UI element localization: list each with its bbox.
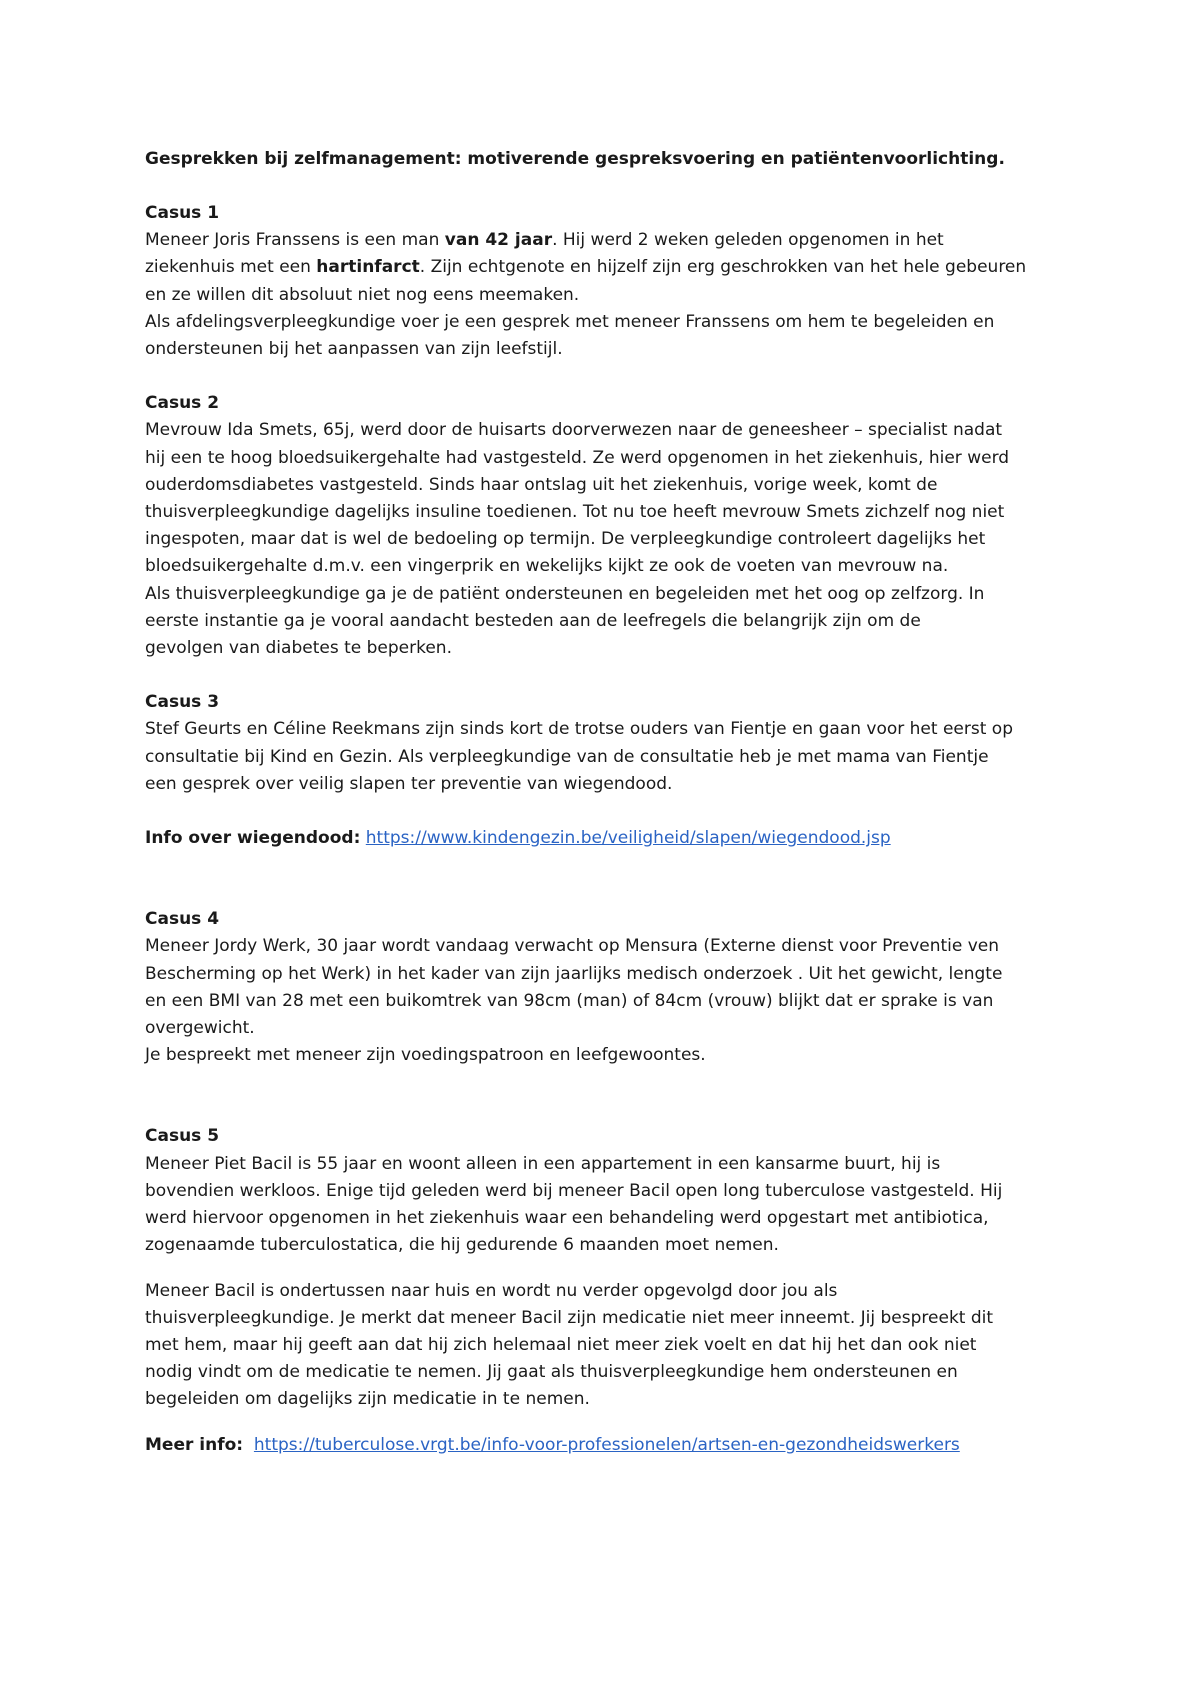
info-label: Meer info: bbox=[145, 1434, 244, 1455]
casus-5-info-line bbox=[145, 1432, 1080, 1459]
casus-4-section bbox=[145, 906, 1080, 1069]
casus-2-line: bloedsuikergehalte d.m.v. een vingerprik en wekelijks kijkt ze ook de voeten van mevrouw na. bbox=[145, 556, 949, 577]
casus-2-section bbox=[145, 390, 1080, 662]
casus-5-line: zogenaamde tuberculostatica, die hij gedurende 6 maanden moet nemen. bbox=[145, 1235, 779, 1256]
casus-4-line: Meneer Jordy Werk, 30 jaar wordt vandaag verwacht op Mensura (Externe dienst voor Preventie ven bbox=[145, 936, 1000, 957]
casus-2-line: Als thuisverpleegkundige ga je de patiënt ondersteunen en begeleiden met het oog op zelfzorg. In bbox=[145, 583, 985, 604]
casus-4-heading: Casus 4 bbox=[145, 909, 220, 930]
casus-1-line bbox=[145, 254, 1080, 281]
bold-age: van 42 jaar bbox=[444, 230, 553, 251]
casus-4-line: Je bespreekt met meneer zijn voedingspatroon en leefgewoontes. bbox=[145, 1045, 706, 1066]
tuberculose-link[interactable]: https://tuberculose.vrgt.be/info-voor-professionelen/artsen-en-gezondheidswerkers bbox=[253, 1434, 960, 1455]
casus-5-line: Meneer Bacil is ondertussen naar huis en wordt nu verder opgevolgd door jou als bbox=[145, 1280, 838, 1301]
casus-5-line: nodig vindt om de medicatie te nemen. Jij gaat als thuisverpleegkundige hem ondersteunen en bbox=[145, 1362, 958, 1383]
bold-diagnosis: hartinfarct bbox=[316, 257, 420, 278]
casus-5-line: met hem, maar hij geeft aan dat hij zich helemaal niet meer ziek voelt en dat hij het dan ook niet bbox=[145, 1334, 977, 1355]
casus-2-line: thuisverpleegkundige dagelijks insuline toedienen. Tot nu toe heeft mevrouw Smets zichzelf nog niet bbox=[145, 502, 1005, 523]
casus-2-line: eerste instantie ga je vooral aandacht besteden aan de leefregels die belangrijk zijn om de bbox=[145, 610, 921, 631]
text-fragment: . Zijn echtgenote en hijzelf zijn erg geschrokken van het hele gebeuren bbox=[419, 257, 1027, 278]
casus-3-line: consultatie bij Kind en Gezin. Als verpleegkundige van de consultatie heb je met mama van Fientje bbox=[145, 746, 989, 767]
casus-5-line: Meneer Piet Bacil is 55 jaar en woont alleen in een appartement in een kansarme buurt, hij is bbox=[145, 1153, 941, 1174]
casus-4-line: en een BMI van 28 met een buikomtrek van 98cm (man) of 84cm (vrouw) blijkt dat er sprake is van bbox=[145, 990, 994, 1011]
casus-1-line: Als afdelingsverpleegkundige voer je een gesprek met meneer Franssens om hem te begeleiden en bbox=[145, 311, 995, 332]
casus-5-line: bovendien werkloos. Enige tijd geleden werd bij meneer Bacil open long tuberculose vastgesteld. Hij bbox=[145, 1180, 1003, 1201]
wiegendood-link[interactable]: https://www.kindengezin.be/veiligheid/slapen/wiegendood.jsp bbox=[365, 828, 891, 849]
casus-2-line: ingespoten, maar dat is wel de bedoeling op termijn. De verpleegkundige controleert dagelijks het bbox=[145, 529, 986, 550]
casus-1-line: en ze willen dit absoluut niet nog eens meemaken. bbox=[145, 284, 580, 305]
casus-3-line: Stef Geurts en Céline Reekmans zijn sinds kort de trotse ouders van Fientje en gaan voor het eerst op bbox=[145, 719, 1013, 740]
document-title: Gesprekken bij zelfmanagement: motiverende gespreksvoering en patiëntenvoorlichting. bbox=[145, 149, 1005, 169]
casus-5-section bbox=[145, 1123, 1080, 1458]
text-fragment: . Hij werd 2 weken geleden opgenomen in het bbox=[552, 230, 944, 251]
casus-1-line bbox=[145, 227, 1080, 254]
casus-5-heading: Casus 5 bbox=[145, 1126, 220, 1147]
casus-5-line: werd hiervoor opgenomen in het ziekenhuis waar een behandeling werd opgestart met antibiotica, bbox=[145, 1208, 989, 1229]
casus-3-info-line bbox=[145, 825, 1080, 852]
text-fragment: Meneer Joris Franssens is een man bbox=[145, 230, 445, 251]
casus-4-line: overgewicht. bbox=[145, 1018, 255, 1039]
casus-5-line: begeleiden om dagelijks zijn medicatie in te nemen. bbox=[145, 1389, 590, 1410]
casus-3-heading: Casus 3 bbox=[145, 692, 220, 713]
casus-1-line: ondersteunen bij het aanpassen van zijn leefstijl. bbox=[145, 339, 563, 360]
document-page bbox=[145, 146, 1080, 1459]
casus-1-heading: Casus 1 bbox=[145, 203, 220, 223]
casus-2-line: Mevrouw Ida Smets, 65j, werd door de huisarts doorverwezen naar de geneesheer – specialist nadat bbox=[145, 420, 1003, 441]
casus-5-line: thuisverpleegkundige. Je merkt dat meneer Bacil zijn medicatie niet meer inneemt. Jij bespreekt dit bbox=[145, 1307, 994, 1328]
casus-2-heading: Casus 2 bbox=[145, 393, 220, 414]
casus-4-line: Bescherming op het Werk) in het kader van zijn jaarlijks medisch onderzoek . Uit het gewicht, lengte bbox=[145, 963, 1003, 984]
casus-1-section bbox=[145, 200, 1080, 363]
casus-2-line: hij een te hoog bloedsuikergehalte had vastgesteld. Ze werd opgenomen in het ziekenhuis, hier werd bbox=[145, 447, 1010, 468]
text-fragment: ziekenhuis met een bbox=[145, 257, 317, 278]
casus-3-line: een gesprek over veilig slapen ter preventie van wiegendood. bbox=[145, 773, 673, 794]
casus-2-line: ouderdomsdiabetes vastgesteld. Sinds haar ontslag uit het ziekenhuis, vorige week, komt de bbox=[145, 474, 938, 495]
info-label: Info over wiegendood: bbox=[145, 828, 361, 849]
casus-2-line: gevolgen van diabetes te beperken. bbox=[145, 638, 452, 659]
casus-3-section bbox=[145, 689, 1080, 852]
